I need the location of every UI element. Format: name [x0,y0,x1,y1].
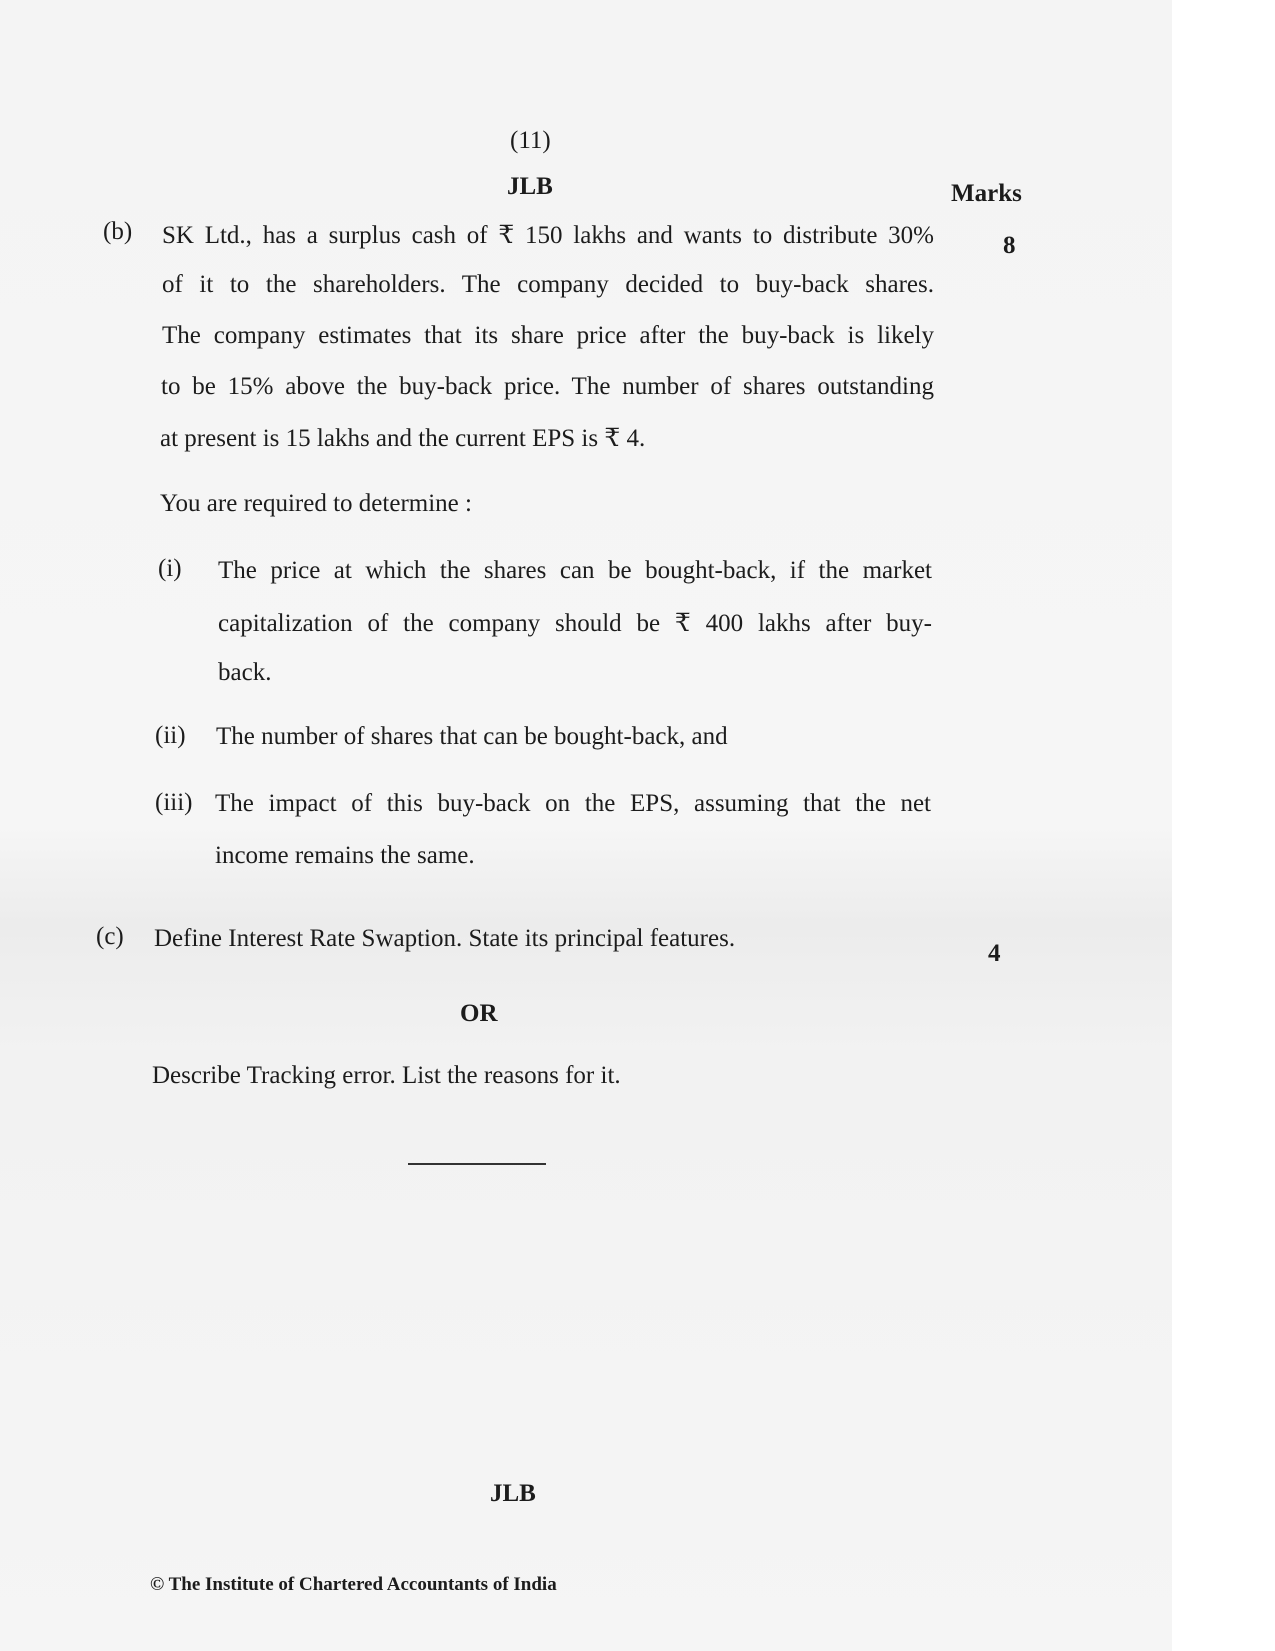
sub-item-label: (ii) [155,722,186,749]
header-code: JLB [507,173,553,200]
question-b-line: to be 15% above the buy-back price. The number of shares outstanding [161,373,934,400]
end-rule [408,1163,546,1165]
page-number: (11) [510,127,551,154]
copyright-notice: © The Institute of Chartered Accountants of India [150,1574,557,1595]
question-b-line: of it to the shareholders. The company decided to buy-back shares. [162,271,934,298]
page-margin [1172,0,1275,1651]
marks-heading: Marks [951,180,1022,207]
question-b-line: at present is 15 lakhs and the current EPS is ₹ 4. [160,425,646,452]
sub-item-label: (iii) [155,789,193,816]
or-separator: OR [460,1000,498,1027]
footer-code: JLB [490,1480,536,1507]
question-b-line: SK Ltd., has a surplus cash of ₹ 150 lakhs and wants to distribute 30% [162,222,934,249]
sub-item-line: The price at which the shares can be bought-back, if the market [218,557,932,584]
question-b-marks: 8 [1003,232,1016,259]
question-b-label: (b) [103,218,133,245]
question-c-alt-text: Describe Tracking error. List the reasons for it. [152,1062,621,1089]
question-c-text: Define Interest Rate Swaption. State its principal features. [154,925,736,952]
sub-item-line: back. [218,659,272,686]
question-c-label: (c) [96,923,124,950]
sub-item-label: (i) [158,555,182,582]
sub-item-line: The number of shares that can be bought-back, and [216,723,728,750]
question-b-line: The company estimates that its share price after the buy-back is likely [162,322,934,349]
sub-item-line: income remains the same. [215,842,475,869]
sub-item-line: capitalization of the company should be ₹ 400 lakhs after buy- [218,610,932,637]
sub-item-line: The impact of this buy-back on the EPS, assuming that the net [215,790,931,817]
question-c-marks: 4 [988,940,1001,967]
question-b-prompt: You are required to determine : [160,490,472,517]
